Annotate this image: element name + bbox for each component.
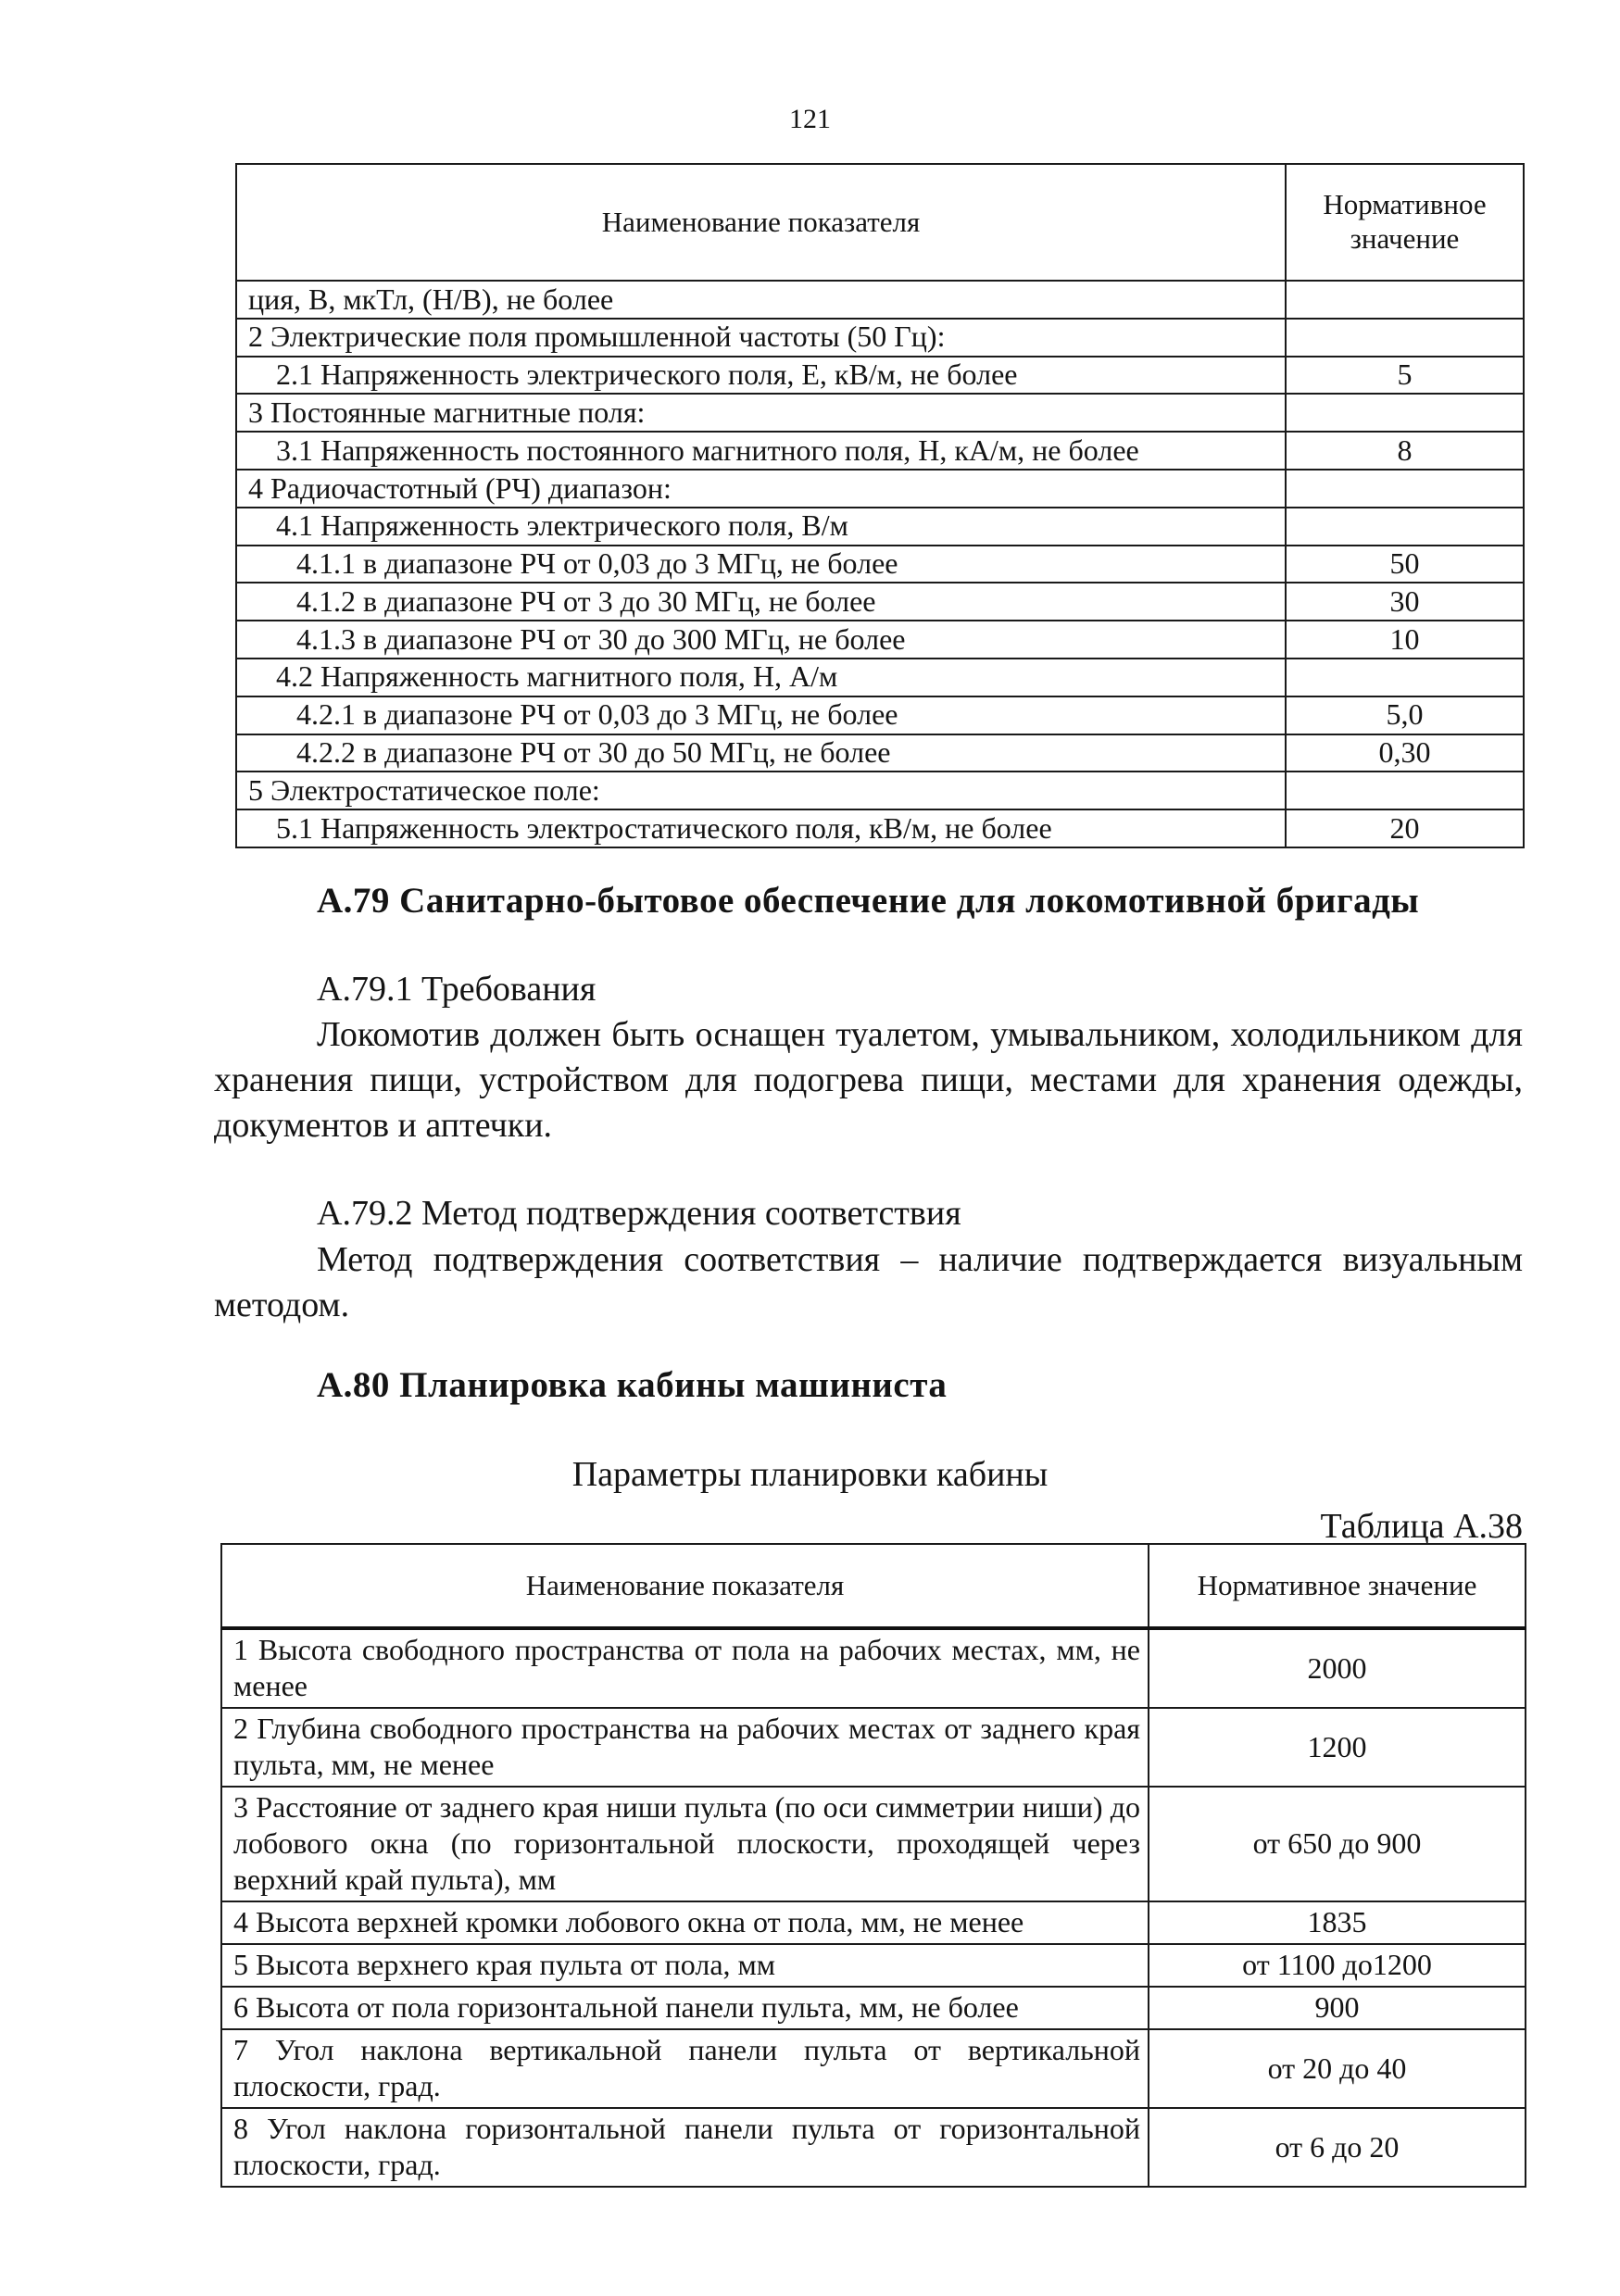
table-row [236,772,1524,809]
row-name: 4.1.2 в диапазоне РЧ от 3 до 30 МГц, не более [236,583,1286,621]
electromagnetic-fields-table [235,163,1525,848]
table-row [236,621,1524,659]
table-row [221,1944,1526,1987]
row-name: ция, В, мкТл, (Н/В), не более [236,281,1286,319]
row-value: 20 [1286,809,1524,847]
row-name: 7 Угол наклона вертикальной панели пульта от вертикальной плоскости, град. [221,2029,1149,2108]
table-row [221,1708,1526,1787]
row-name: 6 Высота от пола горизонтальной панели пульта, мм, не более [221,1987,1149,2029]
table-row [236,319,1524,357]
row-value: от 20 до 40 [1149,2029,1526,2108]
row-name: 3.1 Напряженность постоянного магнитного поля, Н, кА/м, не более [236,432,1286,470]
row-name: 3 Расстояние от заднего края ниши пульта (по оси симметрии ниши) до лобового окна (по горизонтальной плоскости, проходящей через верхний край пульта), мм [221,1787,1149,1901]
row-name: 5.1 Напряженность электростатического поля, кВ/м, не более [236,809,1286,847]
row-value [1286,772,1524,809]
table-body [236,281,1524,847]
row-value: 5 [1286,357,1524,395]
column-header-name: Наименование показателя [236,164,1286,281]
table-row [221,2029,1526,2108]
table-row [221,1987,1526,2029]
row-value: 30 [1286,583,1524,621]
section-heading-a80: А.80 Планировка кабины машиниста [317,1365,948,1405]
table-row [236,432,1524,470]
row-value: 1200 [1149,1708,1526,1787]
row-name: 4.2.1 в диапазоне РЧ от 0,03 до 3 МГц, не более [236,696,1286,734]
column-header-value: Нормативное значение [1149,1544,1526,1628]
row-name: 4.2.2 в диапазоне РЧ от 30 до 50 МГц, не более [236,734,1286,772]
table-row [236,734,1524,772]
row-name: 4.1 Напряженность электрического поля, В/м [236,508,1286,546]
row-value: 50 [1286,546,1524,583]
column-header-value: Нормативное значение [1286,164,1524,281]
table-row [236,508,1524,546]
row-value: 900 [1149,1987,1526,2029]
table-caption: Параметры планировки кабины [571,1455,1049,1494]
row-value [1286,508,1524,546]
paragraph-a79-1: Локомотив должен быть оснащен туалетом, умывальником, холодильником для хранения пищи, устройством для подогрева пищи, местами для хранения одежды, документов и аптечки. [214,1015,1523,1145]
row-name: 2.1 Напряженность электрического поля, Е, кВ/м, не более [236,357,1286,395]
row-value: 5,0 [1286,696,1524,734]
table-row [236,659,1524,696]
table-row [236,583,1524,621]
table-row [236,696,1524,734]
row-name: 4.1.3 в диапазоне РЧ от 30 до 300 МГц, не более [236,621,1286,659]
table-number: Таблица А.38 [1320,1507,1523,1546]
cab-layout-table [220,1543,1526,2188]
table-row [221,1628,1526,1708]
section-heading-a79: А.79 Санитарно-бытовое обеспечение для локомотивной бригады [317,881,1420,921]
row-name: 5 Высота верхнего края пульта от пола, мм [221,1944,1149,1987]
table-row [236,809,1524,847]
row-value [1286,470,1524,508]
row-name: 1 Высота свободного пространства от пола на рабочих местах, мм, не менее [221,1628,1149,1708]
row-value: 0,30 [1286,734,1524,772]
column-header-name: Наименование показателя [221,1544,1149,1628]
table-header-row [221,1544,1526,1628]
row-value: от 6 до 20 [1149,2108,1526,2187]
table-row [221,1901,1526,1944]
row-value [1286,659,1524,696]
row-value: от 1100 до1200 [1149,1944,1526,1987]
row-name: 3 Постоянные магнитные поля: [236,394,1286,432]
row-name: 4 Радиочастотный (РЧ) диапазон: [236,470,1286,508]
subsection-title-a79-1: А.79.1 Требования [317,970,597,1009]
row-name: 2 Электрические поля промышленной частоты (50 Гц): [236,319,1286,357]
page-number: 121 [789,104,831,134]
row-value: 8 [1286,432,1524,470]
row-value [1286,319,1524,357]
table-row [236,394,1524,432]
table-row [221,1787,1526,1901]
table-header-row [236,164,1524,281]
table-body [221,1628,1526,2187]
row-value [1286,281,1524,319]
row-value: от 650 до 900 [1149,1787,1526,1901]
row-value: 1835 [1149,1901,1526,1944]
table-row [236,281,1524,319]
row-name: 8 Угол наклона горизонтальной панели пульта от горизонтальной плоскости, град. [221,2108,1149,2187]
row-value: 2000 [1149,1628,1526,1708]
table-row [236,546,1524,583]
row-name: 5 Электростатическое поле: [236,772,1286,809]
paragraph-a79-2: Метод подтверждения соответствия – наличие подтверждается визуальным методом. [214,1240,1523,1324]
row-name: 4 Высота верхней кромки лобового окна от пола, мм, не менее [221,1901,1149,1944]
table-row [221,2108,1526,2187]
row-value: 10 [1286,621,1524,659]
row-name: 4.2 Напряженность магнитного поля, Н, А/м [236,659,1286,696]
row-name: 4.1.1 в диапазоне РЧ от 0,03 до 3 МГц, не более [236,546,1286,583]
row-name: 2 Глубина свободного пространства на рабочих местах от заднего края пульта, мм, не менее [221,1708,1149,1787]
table-row [236,357,1524,395]
table-row [236,470,1524,508]
subsection-title-a79-2: А.79.2 Метод подтверждения соответствия [317,1194,961,1233]
row-value [1286,394,1524,432]
